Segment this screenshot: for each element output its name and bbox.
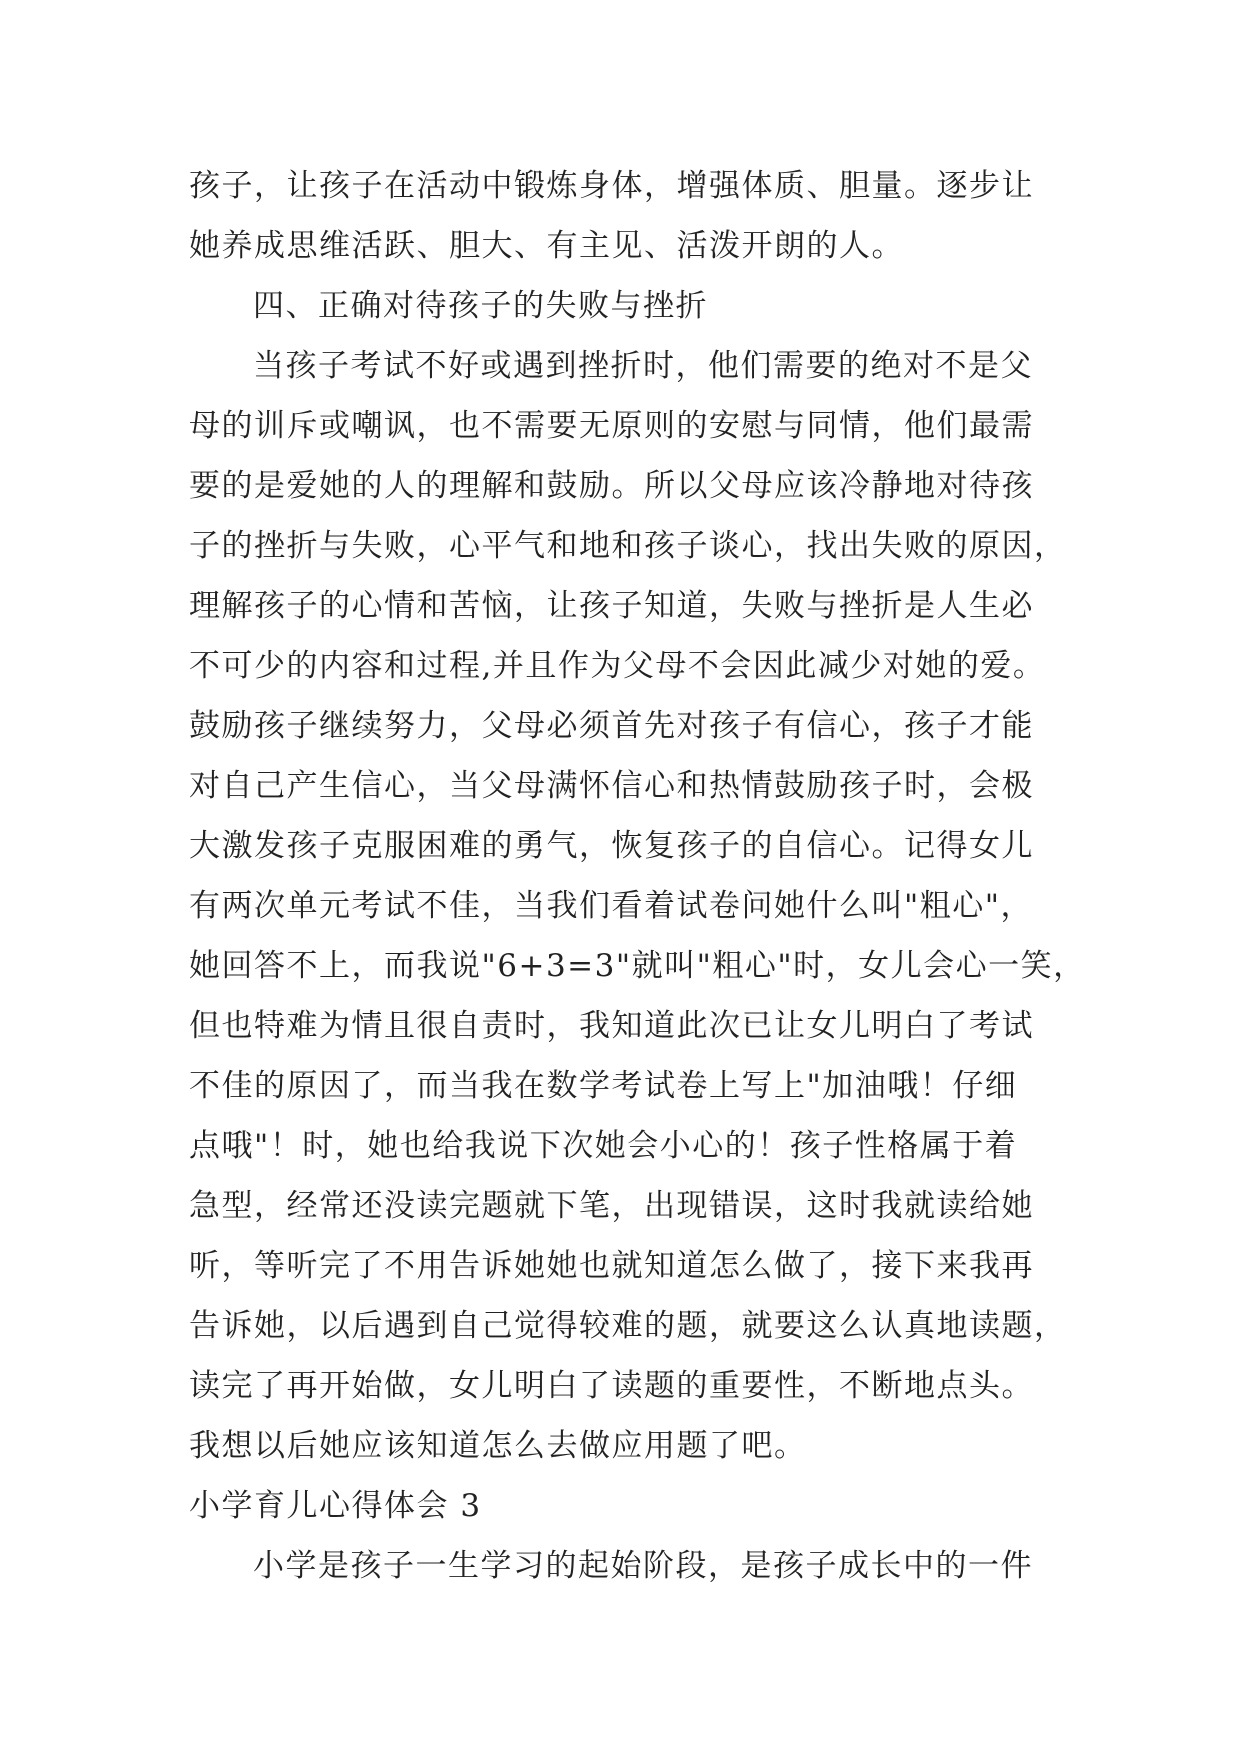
paragraph-line: 鼓励孩子继续努力，父母必须首先对孩子有信心，孩子才能 bbox=[189, 708, 1034, 744]
document-body bbox=[189, 156, 1086, 1596]
paragraph-line: 小学是孩子一生学习的起始阶段，是孩子成长中的一件 bbox=[253, 1548, 1033, 1584]
paragraph-line: 不可少的内容和过程,并且作为父母不会因此减少对她的爱。 bbox=[189, 648, 1046, 684]
paragraph-line: 她养成思维活跃、胆大、有主见、活泼开朗的人。 bbox=[189, 228, 904, 264]
paragraph-line: 子的挫折与失败，心平气和地和孩子谈心，找出失败的原因， bbox=[189, 528, 1067, 564]
paragraph-line: 对自己产生信心，当父母满怀信心和热情鼓励孩子时，会极 bbox=[189, 768, 1034, 804]
paragraph-line: 有两次单元考试不佳，当我们看着试卷问她什么叫"粗心"， bbox=[189, 888, 1034, 924]
paragraph-line: 孩子，让孩子在活动中锻炼身体，增强体质、胆量。逐步让 bbox=[189, 168, 1034, 204]
paragraph-line: 要的是爱她的人的理解和鼓励。所以父母应该冷静地对待孩 bbox=[189, 468, 1034, 504]
paragraph-line: 我想以后她应该知道怎么去做应用题了吧。 bbox=[189, 1428, 807, 1464]
paragraph-line: 不佳的原因了，而当我在数学考试卷上写上"加油哦！仔细 bbox=[189, 1068, 1018, 1104]
paragraph-line: 母的训斥或嘲讽，也不需要无原则的安慰与同情，他们最需 bbox=[189, 408, 1034, 444]
paragraph-line: 点哦"！时，她也给我说下次她会小心的！孩子性格属于着 bbox=[189, 1128, 1018, 1164]
paragraph-line: 大激发孩子克服困难的勇气，恢复孩子的自信心。记得女儿 bbox=[189, 828, 1034, 864]
section-heading: 四、正确对待孩子的失败与挫折 bbox=[253, 288, 708, 324]
paragraph-line: 但也特难为情且很自责时，我知道此次已让女儿明白了考试 bbox=[189, 1008, 1034, 1044]
paragraph-line: 理解孩子的心情和苦恼，让孩子知道，失败与挫折是人生必 bbox=[189, 588, 1034, 624]
paragraph-line: 当孩子考试不好或遇到挫折时，他们需要的绝对不是父 bbox=[253, 348, 1033, 384]
paragraph-line: 读完了再开始做，女儿明白了读题的重要性，不断地点头。 bbox=[189, 1368, 1034, 1404]
article-title: 小学育儿心得体会 3 bbox=[189, 1488, 482, 1524]
paragraph-line: 告诉她，以后遇到自己觉得较难的题，就要这么认真地读题， bbox=[189, 1308, 1067, 1344]
paragraph-line: 听，等听完了不用告诉她她也就知道怎么做了，接下来我再 bbox=[189, 1248, 1034, 1284]
paragraph-line: 她回答不上，而我说"6+3=3"就叫"粗心"时，女儿会心一笑， bbox=[189, 948, 1086, 984]
paragraph-line: 急型，经常还没读完题就下笔，出现错误，这时我就读给她 bbox=[189, 1188, 1034, 1224]
